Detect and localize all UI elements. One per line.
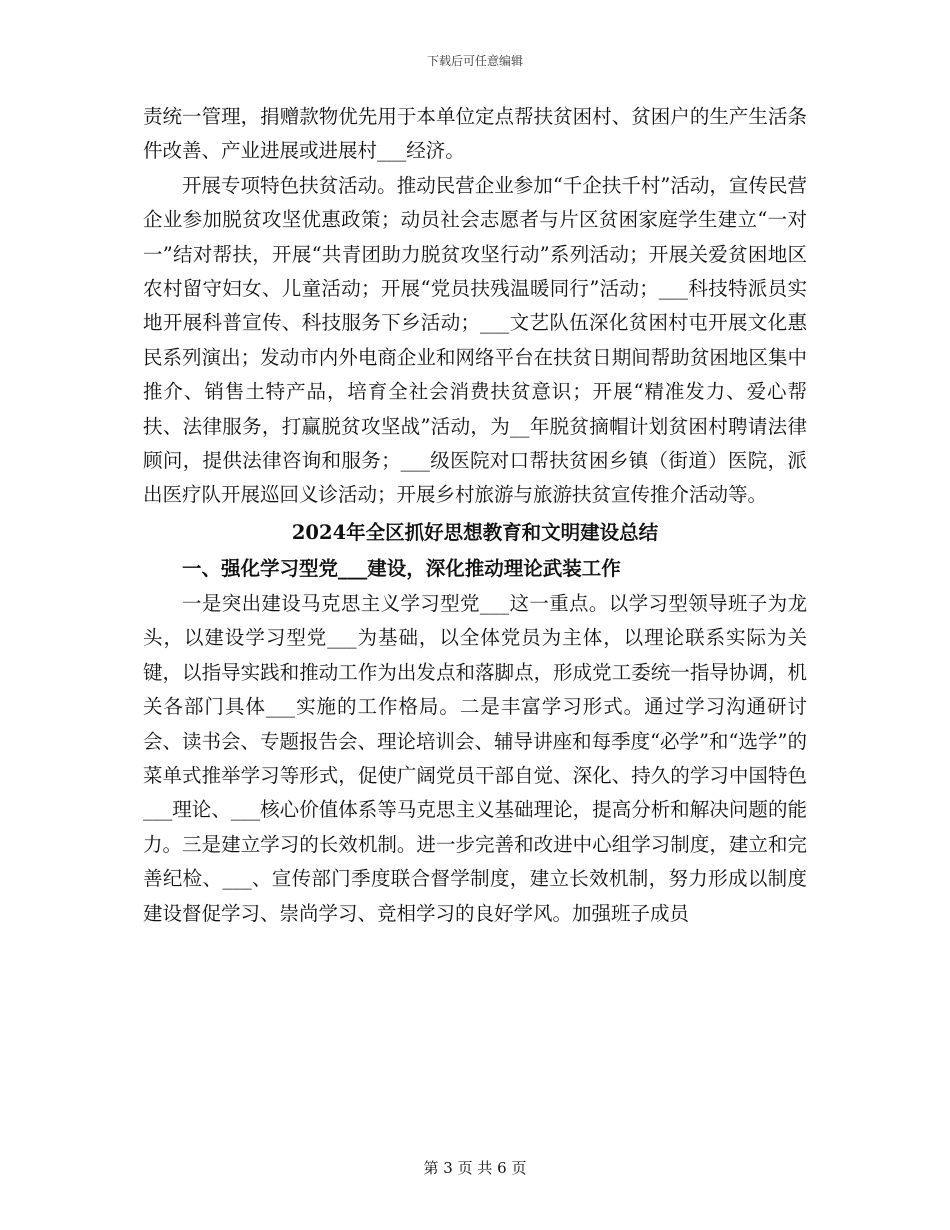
paragraph-poverty-activities: 开展专项特色扶贫活动。推动民营企业参加“千企扶千村”活动，宣传民营企业参加脱贫攻坚优惠政策；动员社会志愿者与片区贫困家庭学生建立“一对一”结对帮扶，开展“共青团助力脱贫攻坚行动”系列活动；开展关爱贫困地区农村留守妇女、儿童活动；开展“党员扶残温暖同行”活动；___科技特派员实地开展科普宣传、科技服务下乡活动；___文艺队伍深化贫困村屯开展文化惠民系列演出；发动市内外电商企业和网络平台在扶贫日期间帮助贫困地区集中推介、销售土特产品，培育全社会消费扶贫意识；开展“精准发力、爱心帮扶、法律服务，打赢脱贫攻坚战”活动，为__年脱贫摘帽计划贫困村聘请法律顾问，提供法律咨询和服务；___级医院对口帮扶贫困乡镇（街道）医院，派出医疗队开展巡回义诊活动；开展乡村旅游与旅游扶贫宣传推介活动等。 (143, 173, 807, 507)
paragraph-continuation: 责统一管理，捐赠款物优先用于本单位定点帮扶贫困村、贫困户的生产生活条件改善、产业进展或进展村___经济。 (143, 105, 807, 163)
page-header: 下载后可任意编辑 (426, 54, 523, 68)
document-body (143, 100, 807, 931)
paragraph-study-party: 一是突出建设马克思主义学习型党___这一重点。以学习型领导班子为龙头，以建设学习型党___为基础，以全体党员为主体，以理论联系实际为关键，以指导实践和推动工作为出发点和落脚点，形成党工委统一指导协调，机关各部门具体___实施的工作格局。二是丰富学习形式。通过学习沟通研讨会、读书会、专题报告会、理论培训会、辅导讲座和每季度“必学”和“选学”的菜单式推举学习等形式，促使广阔党员干部自觉、深化、持久的学习中国特色___理论、___核心价值体系等马克思主义基础理论，提高分析和解决问题的能力。三是建立学习的长效机制。进一步完善和改进中心组学习制度，建立和完善纪检、___、宣传部门季度联合督学制度，建立长效机制，努力形成以制度建设督促学习、崇尚学习、竞相学习的良好学风。加强班子成员 (143, 591, 807, 925)
document-title: 2024年全区抓好思想教育和文明建设总结 (291, 520, 659, 544)
section-heading: 一、强化学习型党___建设，深化推动理论武装工作 (182, 556, 621, 580)
page-number: 第 3 页 共 6 页 (423, 1159, 527, 1177)
